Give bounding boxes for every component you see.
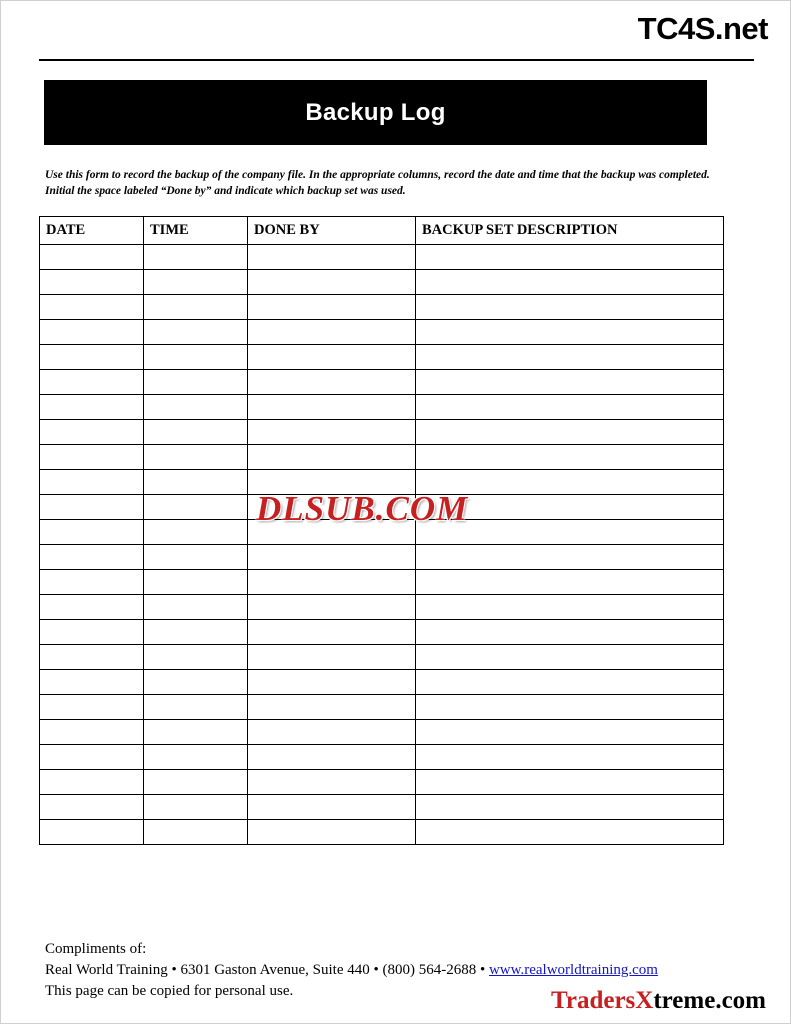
- table-row: [40, 445, 724, 470]
- title-banner: [44, 80, 707, 145]
- cell-time[interactable]: [144, 495, 248, 520]
- cell-time[interactable]: [144, 295, 248, 320]
- cell-description[interactable]: [416, 670, 724, 695]
- cell-time[interactable]: [144, 345, 248, 370]
- cell-done-by[interactable]: [248, 495, 416, 520]
- column-header-time: TIME: [144, 217, 248, 245]
- cell-time[interactable]: [144, 320, 248, 345]
- cell-time[interactable]: [144, 770, 248, 795]
- column-header-backup-set-description: BACKUP SET DESCRIPTION: [416, 217, 724, 245]
- cell-done-by[interactable]: [248, 320, 416, 345]
- cell-date[interactable]: [40, 420, 144, 445]
- cell-time[interactable]: [144, 370, 248, 395]
- cell-description[interactable]: [416, 795, 724, 820]
- cell-date[interactable]: [40, 245, 144, 270]
- table-row: [40, 320, 724, 345]
- cell-done-by[interactable]: [248, 720, 416, 745]
- cell-date[interactable]: [40, 445, 144, 470]
- cell-time[interactable]: [144, 245, 248, 270]
- cell-time[interactable]: [144, 620, 248, 645]
- table-row: [40, 745, 724, 770]
- cell-date[interactable]: [40, 620, 144, 645]
- cell-description[interactable]: [416, 595, 724, 620]
- table-row: [40, 245, 724, 270]
- cell-time[interactable]: [144, 545, 248, 570]
- cell-time[interactable]: [144, 820, 248, 845]
- cell-done-by[interactable]: [248, 270, 416, 295]
- cell-done-by[interactable]: [248, 795, 416, 820]
- cell-description[interactable]: [416, 545, 724, 570]
- cell-done-by[interactable]: [248, 745, 416, 770]
- column-header-done-by: DONE BY: [248, 217, 416, 245]
- cell-description[interactable]: [416, 570, 724, 595]
- cell-done-by[interactable]: [248, 820, 416, 845]
- table-row: [40, 545, 724, 570]
- brand-part-dark: treme.com: [653, 987, 766, 1014]
- cell-description[interactable]: [416, 395, 724, 420]
- cell-description[interactable]: [416, 620, 724, 645]
- table-header-row: [40, 217, 724, 245]
- cell-date[interactable]: [40, 345, 144, 370]
- cell-description[interactable]: [416, 345, 724, 370]
- cell-time[interactable]: [144, 570, 248, 595]
- cell-date[interactable]: [40, 795, 144, 820]
- cell-date[interactable]: [40, 670, 144, 695]
- table-row: [40, 520, 724, 545]
- cell-done-by[interactable]: [248, 395, 416, 420]
- cell-description[interactable]: [416, 695, 724, 720]
- cell-description[interactable]: [416, 445, 724, 470]
- table-row: [40, 420, 724, 445]
- cell-description[interactable]: [416, 720, 724, 745]
- cell-date[interactable]: [40, 595, 144, 620]
- brand-part-red: TradersX: [551, 987, 654, 1014]
- cell-date[interactable]: [40, 695, 144, 720]
- cell-description[interactable]: [416, 495, 724, 520]
- cell-time[interactable]: [144, 420, 248, 445]
- cell-time[interactable]: [144, 695, 248, 720]
- cell-description[interactable]: [416, 820, 724, 845]
- cell-done-by[interactable]: [248, 295, 416, 320]
- cell-date[interactable]: [40, 495, 144, 520]
- cell-done-by[interactable]: [248, 245, 416, 270]
- cell-description[interactable]: [416, 295, 724, 320]
- cell-time[interactable]: [144, 670, 248, 695]
- table-row: [40, 395, 724, 420]
- footer-website-link[interactable]: www.realworldtraining.com: [488, 962, 658, 978]
- cell-description[interactable]: [416, 770, 724, 795]
- cell-time[interactable]: [144, 745, 248, 770]
- cell-done-by[interactable]: [248, 445, 416, 470]
- site-brand-top: TC4S.net: [637, 11, 768, 46]
- cell-description[interactable]: [416, 745, 724, 770]
- footer-line-compliments: Compliments of:: [45, 941, 147, 957]
- cell-date[interactable]: [40, 645, 144, 670]
- watermark: DLSUB.COM: [256, 489, 469, 528]
- cell-description[interactable]: [416, 320, 724, 345]
- table-row: [40, 345, 724, 370]
- footer-contact-text: Real World Training • 6301 Gaston Avenue, Suite 440 • (800) 564-2688 •: [45, 962, 489, 978]
- cell-date[interactable]: [40, 545, 144, 570]
- cell-time[interactable]: [144, 395, 248, 420]
- table-row: [40, 470, 724, 495]
- cell-time[interactable]: [144, 645, 248, 670]
- table-row: [40, 820, 724, 845]
- table-row: [40, 670, 724, 695]
- page-title: Backup Log: [305, 98, 446, 126]
- cell-date[interactable]: [40, 720, 144, 745]
- cell-description[interactable]: [416, 520, 724, 545]
- table-row: [40, 570, 724, 595]
- cell-done-by[interactable]: [248, 770, 416, 795]
- cell-time[interactable]: [144, 795, 248, 820]
- table-row: [40, 720, 724, 745]
- cell-description[interactable]: [416, 270, 724, 295]
- table-row: [40, 695, 724, 720]
- cell-time[interactable]: [144, 520, 248, 545]
- cell-description[interactable]: [416, 245, 724, 270]
- cell-done-by[interactable]: [248, 370, 416, 395]
- cell-time[interactable]: [144, 470, 248, 495]
- table-row: [40, 795, 724, 820]
- cell-done-by[interactable]: [248, 695, 416, 720]
- table-row: [40, 370, 724, 395]
- cell-done-by[interactable]: [248, 595, 416, 620]
- table-body: [40, 245, 724, 845]
- table-row: [40, 295, 724, 320]
- cell-time[interactable]: [144, 720, 248, 745]
- cell-date[interactable]: [40, 570, 144, 595]
- cell-done-by[interactable]: [248, 645, 416, 670]
- cell-done-by[interactable]: [248, 470, 416, 495]
- cell-done-by[interactable]: [248, 420, 416, 445]
- cell-done-by[interactable]: [248, 345, 416, 370]
- cell-done-by[interactable]: [248, 520, 416, 545]
- table-row: [40, 770, 724, 795]
- table-row: [40, 495, 724, 520]
- header-divider: [39, 59, 754, 61]
- column-header-date: DATE: [40, 217, 144, 245]
- cell-description[interactable]: [416, 370, 724, 395]
- site-brand-bottom: [551, 987, 766, 1015]
- cell-description[interactable]: [416, 470, 724, 495]
- cell-time[interactable]: [144, 270, 248, 295]
- table-row: [40, 620, 724, 645]
- instructions-text: Use this form to record the backup of the company file. In the appropriate columns, record the date and time that the backup was completed. Initial the space labeled “Done by” and indicate which backup set was used.: [45, 169, 710, 197]
- cell-date[interactable]: [40, 470, 144, 495]
- cell-done-by[interactable]: [248, 620, 416, 645]
- cell-time[interactable]: [144, 595, 248, 620]
- backup-log-table: [39, 216, 724, 845]
- cell-time[interactable]: [144, 445, 248, 470]
- cell-date[interactable]: [40, 295, 144, 320]
- cell-date[interactable]: [40, 745, 144, 770]
- cell-date[interactable]: [40, 820, 144, 845]
- cell-date[interactable]: [40, 395, 144, 420]
- cell-description[interactable]: [416, 420, 724, 445]
- cell-description[interactable]: [416, 645, 724, 670]
- cell-date[interactable]: [40, 520, 144, 545]
- table-row: [40, 270, 724, 295]
- footer-line-contact: [45, 960, 658, 981]
- cell-done-by[interactable]: [248, 670, 416, 695]
- cell-date[interactable]: [40, 320, 144, 345]
- table-row: [40, 595, 724, 620]
- cell-done-by[interactable]: [248, 545, 416, 570]
- cell-date[interactable]: [40, 270, 144, 295]
- footer-line-copy-note: This page can be copied for personal use.: [45, 983, 294, 999]
- cell-date[interactable]: [40, 770, 144, 795]
- cell-date[interactable]: [40, 370, 144, 395]
- table-row: [40, 645, 724, 670]
- cell-done-by[interactable]: [248, 570, 416, 595]
